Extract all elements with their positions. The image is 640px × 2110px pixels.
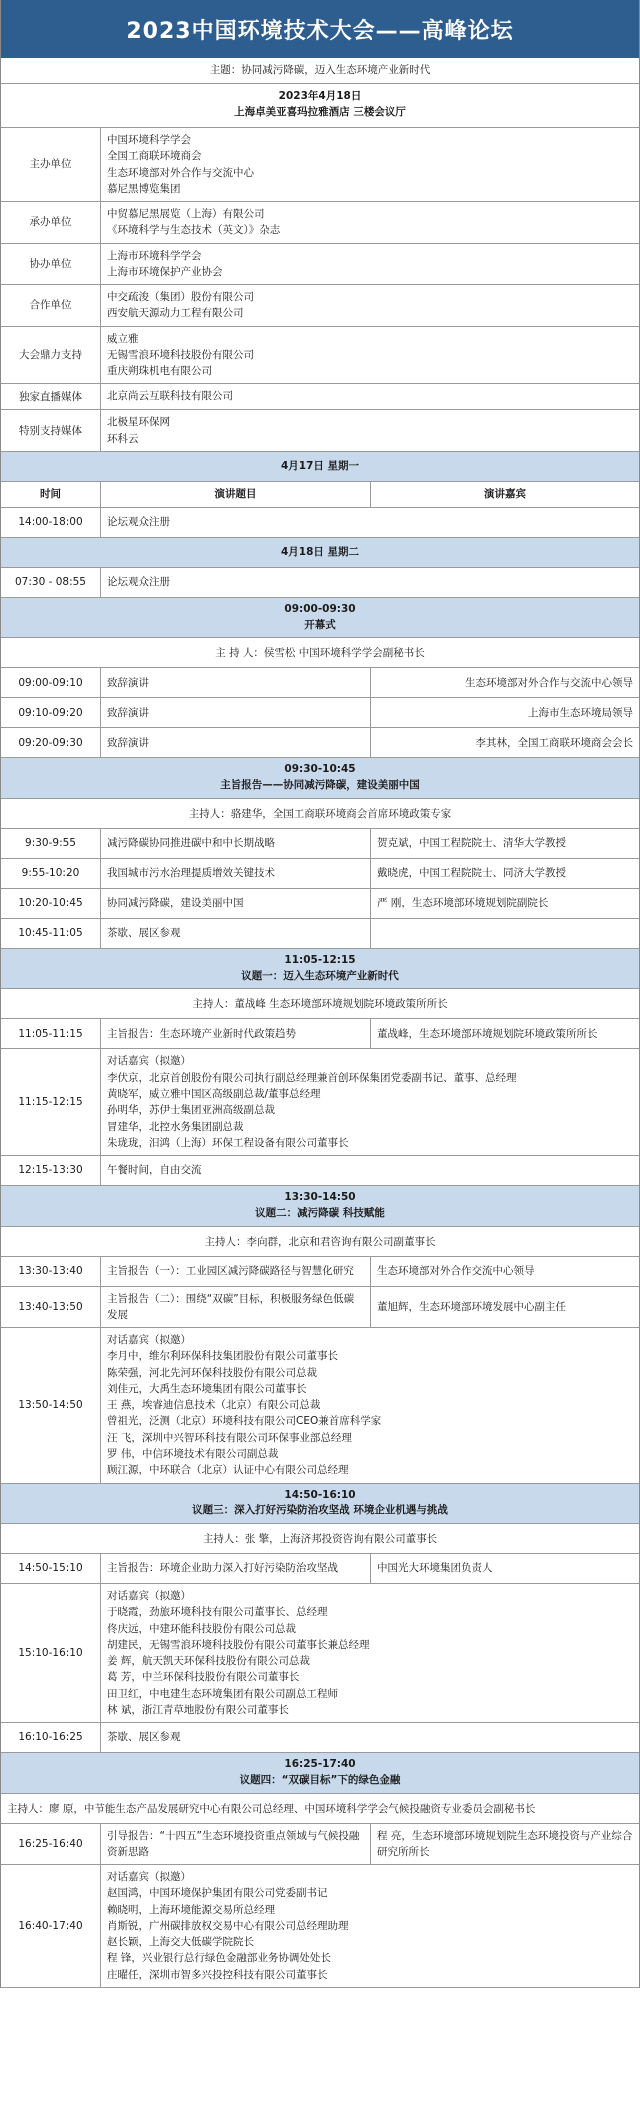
organizer-name: 北京尚云互联科技有限公司: [107, 390, 233, 403]
speaker-cell: 董旭辉，生态环境部环境发展中心副主任: [377, 1300, 566, 1313]
day2-header: 4月18日 星期二: [1, 538, 639, 568]
speaker-cell: [371, 919, 639, 948]
organizer-list: [101, 202, 639, 243]
list-line: 姜 辉，航天凯天环保科技股份有限公司总裁: [107, 1655, 310, 1668]
dialog-row: 13:50-14:50 对话嘉宾（拟邀） 李月中，维尔利环保科技集团股份有限公司董事长 陈荣强，河北先河环保科技股份有限公司总裁 刘佳元，大禹生态环境集团有限公司董事长 王 燕，埃睿迪信息技术（北京）有限公司总裁 曾祖光，泛测（北京）环境科技有限公司CEO兼首席科学家 汪 飞，深圳中兴智环科技有限公司环保事业部总经理 罗 伟，中信环境技术有限公司副总裁 顾江源，中环联合（北京）认证中心有限公司总经理: [1, 1328, 639, 1483]
agenda-row: [1, 668, 639, 698]
list-line: 顾江源，中环联合（北京）认证中心有限公司总经理: [107, 1464, 349, 1477]
organizer-name: 《环境科学与生态技术（英文）》杂志: [107, 224, 281, 237]
topic-cell: 论坛观众注册: [107, 516, 170, 529]
organizer-list: [101, 410, 639, 451]
list-line: 罗 伟，中信环境技术有限公司副总裁: [107, 1447, 279, 1460]
topic4-section-header: 16:25-17:40 议题四：“双碳目标”下的绿色金融: [1, 1753, 639, 1794]
organizer-row: [1, 327, 639, 385]
topic-cell: 协同减污降碳，建设美丽中国: [101, 889, 371, 918]
event-venue: 上海卓美亚喜玛拉雅酒店 三楼会议厅: [234, 106, 406, 119]
organizer-row: [1, 410, 639, 452]
organizer-row: [1, 384, 639, 410]
time-cell: 09:00-09:10: [1, 668, 101, 697]
topic-cell: 致辞演讲: [101, 728, 371, 757]
organizer-name: 重庆朔珠机电有限公司: [107, 365, 212, 378]
list-line: 于晓霞，劲旅环境科技有限公司董事长、总经理: [107, 1606, 328, 1619]
time-cell: 09:20-09:30: [1, 728, 101, 757]
organizer-list: [101, 128, 639, 201]
organizer-name: 西安航天源动力工程有限公司: [107, 307, 244, 320]
list-line: 李伏京，北京首创股份有限公司执行副总经理兼首创环保集团党委副书记、董事、总经理: [107, 1071, 517, 1084]
time-cell: 10:20-10:45: [1, 889, 101, 918]
organizer-label: 合作单位: [1, 285, 101, 326]
day1-header: 4月17日 星期一: [1, 452, 639, 482]
topic-cell: 致辞演讲: [101, 698, 371, 727]
list-line: 赖晓明，上海环境能源交易所总经理: [107, 1903, 275, 1916]
agenda-row: [1, 859, 639, 889]
organizer-table: [1, 128, 639, 452]
day2-registration-row: [1, 568, 639, 598]
date-venue-row: [1, 84, 639, 128]
list-line: 佟庆远，中建环能科技股份有限公司总裁: [107, 1622, 296, 1635]
organizer-list: [101, 244, 639, 285]
agenda-row: 11:05-11:15 主旨报告：生态环境产业新时代政策趋势 董战峰，生态环境部环境规划院环境政策所所长: [1, 1019, 639, 1049]
organizer-row: [1, 285, 639, 327]
topic-cell: 论坛观众注册: [107, 576, 170, 589]
topic-cell: 致辞演讲: [101, 668, 371, 697]
speaker-cell: 生态环境部对外合作交流中心领导: [377, 1264, 535, 1277]
organizer-name: 慕尼黑博览集团: [107, 182, 181, 195]
topic-cell: 主旨报告（二）：围绕“双碳”目标，积极服务绿色低碳发展: [101, 1287, 371, 1328]
list-line: 朱珑珑，汨鸿（上海）环保工程设备有限公司董事长: [107, 1136, 349, 1149]
organizer-name: 中贸慕尼黑展览（上海）有限公司: [107, 208, 265, 221]
list-line: 胡建民，无锡雪浪环境科技股份有限公司董事长兼总经理: [107, 1638, 370, 1651]
time-cell: 13:40-13:50: [1, 1287, 101, 1328]
theme-text: 主题：协同减污降碳，迈入生态环境产业新时代: [209, 64, 431, 77]
topic2-section-header: 13:30-14:50 议题二：减污降碳 科技赋能: [1, 1186, 639, 1227]
speaker-cell: 生态环境部对外合作与交流中心领导: [465, 676, 633, 689]
time-cell: 14:00-18:00: [1, 508, 101, 537]
topic2-host: 主持人：李向群，北京和君咨询有限公司副董事长: [1, 1227, 639, 1257]
organizer-row: [1, 128, 639, 202]
list-line: 曾祖光，泛测（北京）环境科技有限公司CEO兼首席科学家: [107, 1415, 382, 1428]
list-line: 刘佳元，大禹生态环境集团有限公司董事长: [107, 1382, 307, 1395]
time-cell: 13:30-13:40: [1, 1257, 101, 1286]
time-cell: 09:10-09:20: [1, 698, 101, 727]
agenda-row: 14:50-15:10 主旨报告：环境企业助力深入打好污染防治攻坚战 中国光大环境集团负责人: [1, 1554, 639, 1584]
list-line: 肖斯锐，广州碳排放权交易中心有限公司总经理助理: [107, 1919, 349, 1932]
organizer-list: [101, 384, 639, 409]
list-line: 赵长颖，上海交大低碳学院院长: [107, 1936, 254, 1949]
list-line: 汪 飞，深圳中兴智环科技有限公司环保事业部总经理: [107, 1431, 352, 1444]
list-line: 林 斌，浙江青草地股份有限公司董事长: [107, 1703, 289, 1716]
dialog-row: 16:40-17:40 对话嘉宾（拟邀） 赵国鸿，中国环境保护集团有限公司党委副书记 赖晓明，上海环境能源交易所总经理 肖斯锐，广州碳排放权交易中心有限公司总经理助理 赵长颖，上海交大低碳学院院长 程 锋，兴业银行总行绿色金融部业务协调处处长 庄曜任，深圳市智多兴投控科技有限公司董事长: [1, 1865, 639, 1988]
organizer-name: 环科云: [107, 432, 139, 445]
topic-cell: 我国城市污水治理提质增效关键技术: [101, 859, 371, 888]
organizer-name: 上海市环境科学学会: [107, 249, 202, 262]
organizer-list: [101, 285, 639, 326]
list-line: 庄曜任，深圳市智多兴投控科技有限公司董事长: [107, 1968, 328, 1981]
time-cell: 10:45-11:05: [1, 919, 101, 948]
column-headers: [1, 482, 639, 508]
keynote-host: 主持人：骆建华，全国工商联环境商会首席环境政策专家: [1, 799, 639, 829]
organizer-row: [1, 244, 639, 286]
organizer-label: 独家直播媒体: [1, 384, 101, 409]
col-time: 时间: [1, 482, 101, 507]
agenda-row: [1, 698, 639, 728]
organizer-label: 特别支持媒体: [1, 410, 101, 451]
topic-cell: 茶歇、展区参观: [101, 919, 371, 948]
time-cell: 9:55-10:20: [1, 859, 101, 888]
organizer-name: 威立雅: [107, 332, 139, 345]
list-line: 陈荣强，河北先河环保科技股份有限公司总裁: [107, 1366, 317, 1379]
date-venue: [1, 84, 639, 127]
keynote-section-header: 09:30-10:45 主旨报告——协同减污降碳，建设美丽中国: [1, 758, 639, 799]
topic-cell: 减污降碳协同推进碳中和中长期战略: [101, 829, 371, 858]
agenda-row: [1, 889, 639, 919]
list-line: 冒建华，北控水务集团副总裁: [107, 1120, 244, 1133]
page-title: 2023中国环境技术大会——高峰论坛: [1, 0, 639, 58]
topic4-host: 主持人：廖 原，中节能生态产品发展研究中心有限公司总经理、中国环境科学学会气候投融资专业委员会副秘书长: [1, 1794, 639, 1824]
col-topic: 演讲题目: [101, 482, 371, 507]
list-line: 对话嘉宾（拟邀）: [107, 1055, 191, 1068]
opening-host: 主 持 人：侯雪松 中国环境科学学会副秘书长: [1, 638, 639, 668]
agenda-row: [1, 829, 639, 859]
time-cell: 07:30 - 08:55: [1, 568, 101, 597]
list-line: 葛 芳，中兰环保科技股份有限公司董事长: [107, 1671, 300, 1684]
dialog-guests: [101, 1584, 639, 1722]
speaker-cell: 上海市生态环境局领导: [528, 706, 633, 719]
organizer-name: 无锡雪浪环境科技股份有限公司: [107, 348, 254, 361]
speaker-cell: 戴晓虎，中国工程院院士、同济大学教授: [377, 867, 566, 880]
speaker-cell: 严 刚，生态环境部环境规划院副院长: [377, 897, 549, 910]
organizer-name: 中交疏浚（集团）股份有限公司: [107, 291, 254, 304]
list-line: 程 锋，兴业银行总行绿色金融部业务协调处处长: [107, 1952, 331, 1965]
topic1-host: 主持人：董战峰 生态环境部环境规划院环境政策所所长: [1, 989, 639, 1019]
organizer-label: 承办单位: [1, 202, 101, 243]
time-cell: 9:30-9:55: [1, 829, 101, 858]
dialog-guests: [101, 1328, 639, 1482]
topic1-section-header: 11:05-12:15 议题一：迈入生态环境产业新时代: [1, 949, 639, 990]
organizer-name: 上海市环境保护产业协会: [107, 265, 223, 278]
organizer-name: 生态环境部对外合作与交流中心: [107, 166, 254, 179]
break-row: 16:10-16:25 茶歇、展区参观: [1, 1723, 639, 1753]
dialog-guests: [101, 1049, 639, 1155]
list-line: 王 燕，埃睿迪信息技术（北京）有限公司总裁: [107, 1399, 321, 1412]
list-line: 李月中，维尔利环保科技集团股份有限公司董事长: [107, 1350, 338, 1363]
organizer-row: [1, 202, 639, 244]
theme-row: [1, 58, 639, 84]
speaker-cell: 李其林，全国工商联环境商会会长: [475, 736, 633, 749]
list-line: 赵国鸿，中国环境保护集团有限公司党委副书记: [107, 1887, 328, 1900]
event-date: 2023年4月18日: [278, 90, 362, 102]
agenda-row: [1, 1287, 639, 1329]
organizer-label: 主办单位: [1, 128, 101, 201]
list-line: 对话嘉宾（拟邀）: [107, 1590, 191, 1602]
dialog-row: 15:10-16:10 对话嘉宾（拟邀） 于晓霞，劲旅环境科技有限公司董事长、总经理 佟庆远，中建环能科技股份有限公司总裁 胡建民，无锡雪浪环境科技股份有限公司董事长兼总经理 姜 辉，航天凯天环保科技股份有限公司总裁 葛 芳，中兰环保科技股份有限公司董事长 田卫红，中电建生态环境集团有限公司副总工程师 林 斌，浙江青草地股份有限公司董事长: [1, 1584, 639, 1723]
dialog-row: 11:15-12:15 对话嘉宾（拟邀） 李伏京，北京首创股份有限公司执行副总经理兼首创环保集团党委副书记、董事、总经理 黄晓军，威立雅中国区高级副总裁/董事总经理 孙明华，苏伊士集团亚洲高级副总裁 冒建华，北控水务集团副总裁 朱珑珑，汨鸿（上海）环保工程设备有限公司董事长: [1, 1049, 639, 1156]
agenda-row: 16:25-16:40 引导报告：“十四五”生态环境投资重点领域与气候投融资新思路 程 亮，生态环境部环境规划院生态环境投资与产业综合研究所所长: [1, 1824, 639, 1866]
lunch-row: 12:15-13:30 午餐时间，自由交流: [1, 1156, 639, 1186]
organizer-name: 全国工商联环境商会: [107, 150, 202, 163]
topic3-host: 主持人：张 擎，上海济邦投资咨询有限公司董事长: [1, 1524, 639, 1554]
col-speaker: 演讲嘉宾: [484, 488, 526, 501]
list-line: 对话嘉宾（拟邀）: [107, 1871, 191, 1884]
organizer-label: 大会鼎力支持: [1, 327, 101, 384]
agenda-row: [1, 728, 639, 758]
speaker-cell: 贺克斌，中国工程院院士、清华大学教授: [377, 837, 566, 850]
organizer-name: 中国环境科学学会: [107, 134, 191, 146]
opening-section-header: 09:00-09:30 开幕式: [1, 598, 639, 639]
organizer-list: [101, 327, 639, 384]
organizer-label: 协办单位: [1, 244, 101, 285]
agenda-row: [1, 919, 639, 949]
topic-cell: 主旨报告（一）：工业园区减污降碳路径与智慧化研究: [101, 1257, 371, 1286]
list-line: 田卫红，中电建生态环境集团有限公司副总工程师: [107, 1687, 338, 1700]
list-line: 黄晓军，威立雅中国区高级副总裁/董事总经理: [107, 1088, 321, 1101]
topic3-section-header: 14:50-16:10 议题三：深入打好污染防治攻坚战 环境企业机遇与挑战: [1, 1484, 639, 1525]
dialog-guests: [101, 1865, 639, 1987]
organizer-name: 北极星环保网: [107, 416, 170, 429]
agenda-row: [1, 1257, 639, 1287]
day1-registration-row: [1, 508, 639, 538]
list-line: 对话嘉宾（拟邀）: [107, 1334, 191, 1347]
list-line: 孙明华，苏伊士集团亚洲高级副总裁: [107, 1104, 275, 1117]
